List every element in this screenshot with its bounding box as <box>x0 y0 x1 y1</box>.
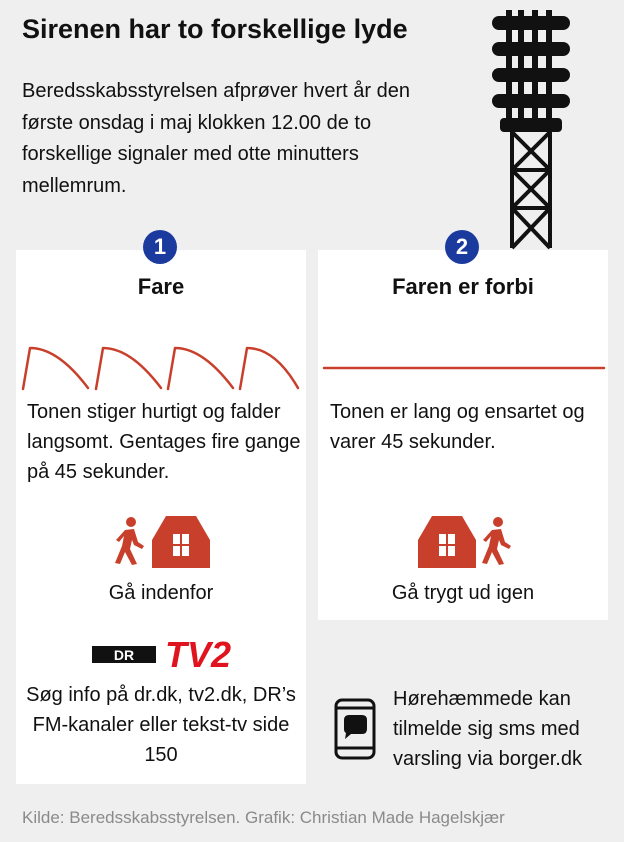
step-badge-2: 2 <box>445 230 479 264</box>
rising-falling-tone-wave <box>20 340 302 392</box>
walking-person-icon <box>112 516 146 566</box>
panel-heading-all-clear: Faren er forbi <box>392 274 534 299</box>
page-title: Sirenen har to forskellige lyde <box>22 14 408 44</box>
tv2-logo <box>165 636 231 672</box>
action-caption-danger: Gå indenfor <box>108 582 214 604</box>
house-icon <box>152 514 210 568</box>
panel-description-all-clear: Tonen er lang og ensartet og varer 45 sekunder. <box>330 401 585 453</box>
sms-signup-text: Hørehæmmede kan tilmelde sig sms med varsling via borger.dk <box>393 688 582 770</box>
siren-tower-icon <box>486 10 576 250</box>
intro-text: Beredsskabsstyrelsen afprøver hvert år den første onsdag i maj klokken 12.00 de to forskellige signaler med otte minutters mellemrum. <box>22 80 410 197</box>
house-icon <box>418 514 476 568</box>
dr-logo-text: DR <box>113 647 135 663</box>
walking-person-icon <box>479 516 513 566</box>
phone-message-icon <box>334 698 376 760</box>
dr-logo <box>92 646 156 663</box>
panel-heading-danger: Fare <box>137 274 185 299</box>
panel-description-danger: Tonen stiger hurtigt og falder langsomt. Gentages fire gange på 45 sekunder. <box>27 401 301 483</box>
source-credit: Kilde: Beredsskabsstyrelsen. Grafik: Christian Made Hagelskjær <box>22 808 505 827</box>
info-sources-text: Søg info på dr.dk, tv2.dk, DR’s FM-kanaler eller tekst-tv side 150 <box>26 684 296 766</box>
steady-tone-line <box>322 364 606 372</box>
step-badge-1: 1 <box>143 230 177 264</box>
action-caption-all-clear: Gå trygt ud igen <box>391 582 535 604</box>
broadcaster-logos <box>92 636 240 672</box>
tv2-logo-text: TV2 <box>164 636 232 672</box>
